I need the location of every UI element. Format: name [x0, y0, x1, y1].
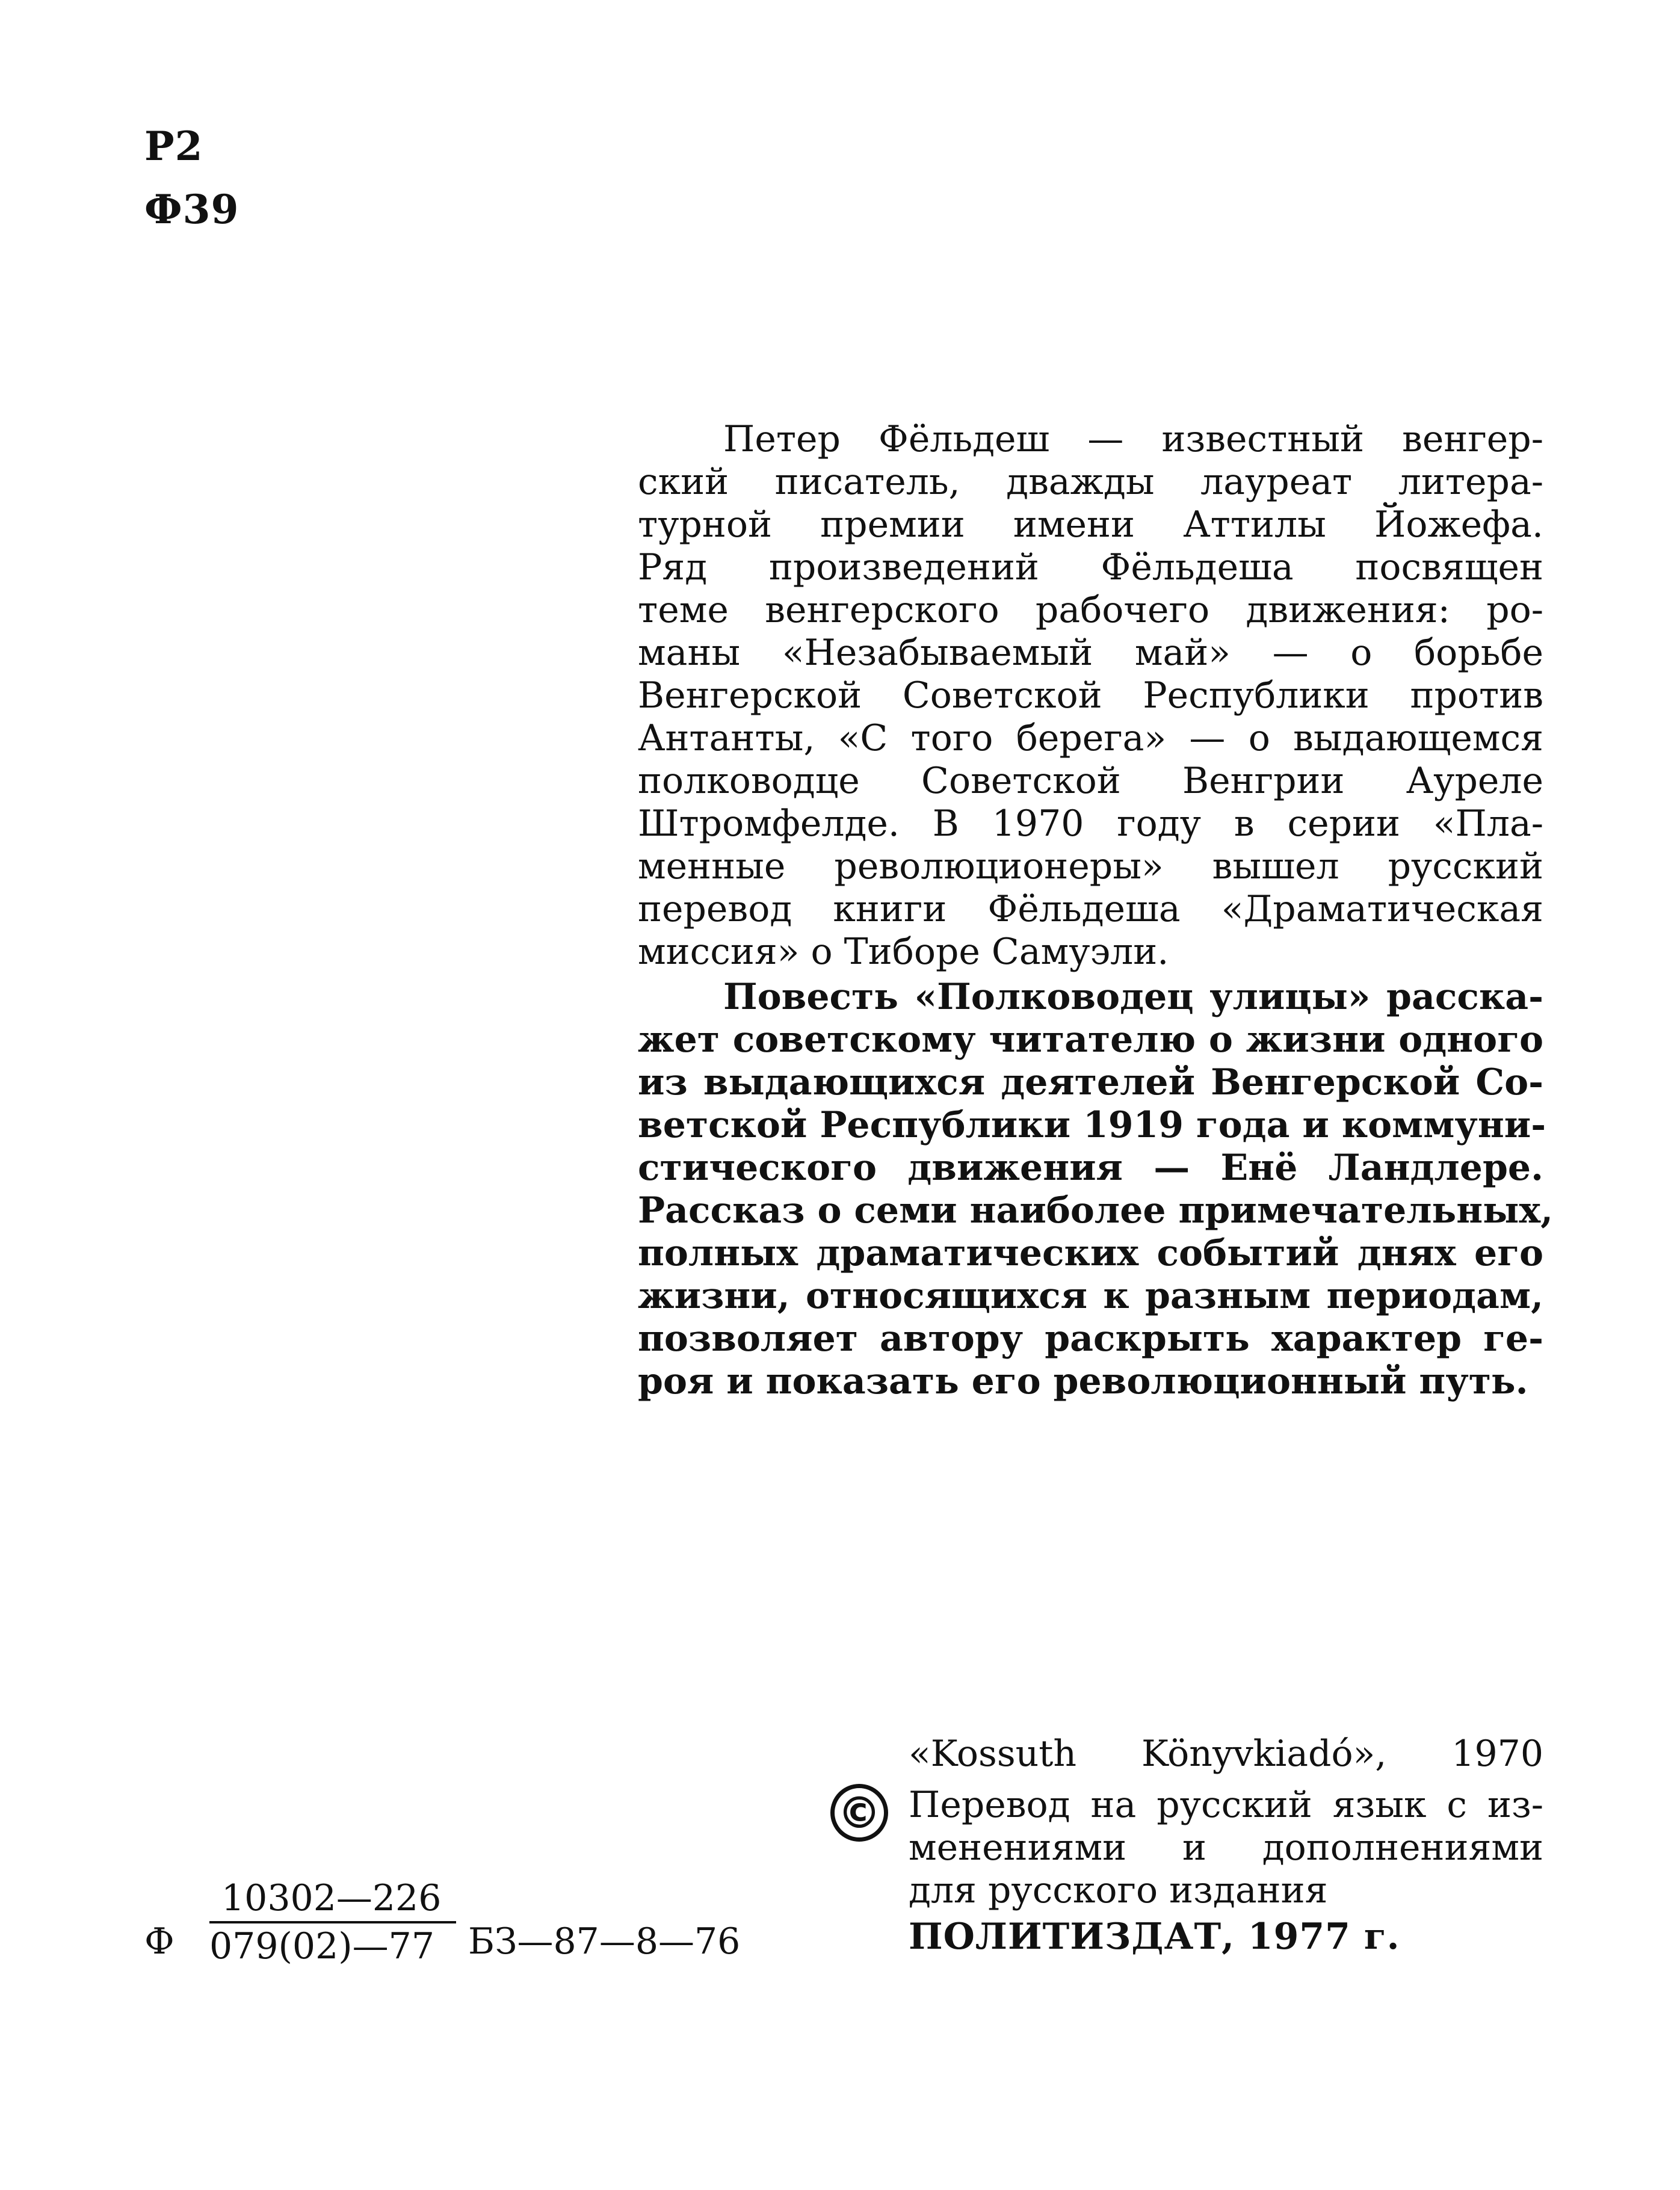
index-tail: БЗ—87—8—76 [468, 1920, 741, 1963]
annotation-paragraph-2 [638, 976, 1554, 1403]
imprint [830, 1733, 1543, 1958]
bbk-code-2: Ф39 [144, 186, 239, 233]
text-line: перевод книги Фёльдеша «Драматическая [638, 888, 1543, 930]
text-line: роя и показать его революционный путь. [638, 1360, 1528, 1402]
text-line: Рассказ о семи наиболее примечательных, [638, 1189, 1554, 1232]
text-line: полных драматических событий днях его [638, 1232, 1543, 1274]
copyright-icon: © [830, 1784, 888, 1842]
text-line: турной премии имени Аттилы Йожефа. [638, 504, 1543, 546]
text-line: из выдающихся деятелей Венгерской Со- [638, 1061, 1543, 1103]
text-line: Ряд произведений Фёльдеша посвящен [638, 546, 1543, 588]
annotation-paragraph-1 [638, 418, 1543, 973]
text-line: менениями и дополнениями [909, 1827, 1543, 1869]
text-line: полководце Советской Венгрии Ауреле [638, 760, 1543, 802]
text-line: маны «Незабываемый май» — о борьбе [638, 632, 1543, 674]
text-line: Петер Фёльдеш — известный венгер- [723, 418, 1543, 460]
index-letter: Ф [144, 1920, 174, 1963]
original-edition: «Kossuth Könyvkiadó», 1970 [909, 1733, 1543, 1775]
publication-index [144, 1877, 746, 1988]
index-numerator: 10302—226 [221, 1877, 442, 1919]
text-line: жет советскому читателю о жизни одного [638, 1019, 1543, 1061]
text-line: миссия» о Тиборе Самуэли. [638, 931, 1169, 973]
text-line: позволяет автору раскрыть характер ге- [638, 1318, 1543, 1360]
text-line: стического движения — Енё Ландлере. [638, 1147, 1543, 1189]
text-line: Антанты, «С того берега» — о выдающемся [638, 717, 1543, 759]
text-line: Венгерской Советской Республики против [638, 674, 1543, 717]
index-denominator: 079(02)—77 [209, 1925, 435, 1967]
bbk-code-1: Р2 [144, 123, 203, 170]
annotation [638, 418, 1554, 1403]
fraction-bar [209, 1921, 456, 1923]
copyright-block [830, 1784, 1543, 1912]
text-line: Повесть «Полководец улицы» расска- [723, 976, 1543, 1018]
text-line: Перевод на русский язык с из- [909, 1784, 1543, 1826]
text-line: для русского издания [909, 1869, 1328, 1911]
index-fraction [209, 1877, 456, 1967]
text-line: менные революционеры» вышел русский [638, 845, 1543, 887]
translation-note [830, 1784, 1543, 1912]
text-line: ветской Республики 1919 года и коммуни- [638, 1104, 1546, 1146]
publisher: ПОЛИТИЗДАТ, 1977 г. [909, 1916, 1400, 1958]
text-line: теме венгерского рабочего движения: ро- [638, 589, 1543, 631]
text-line: ский писатель, дважды лауреат литера- [638, 461, 1543, 503]
text-line: Штромфелде. В 1970 году в серии «Пла- [638, 803, 1543, 845]
text-line: жизни, относящихся к разным периодам, [638, 1275, 1543, 1317]
